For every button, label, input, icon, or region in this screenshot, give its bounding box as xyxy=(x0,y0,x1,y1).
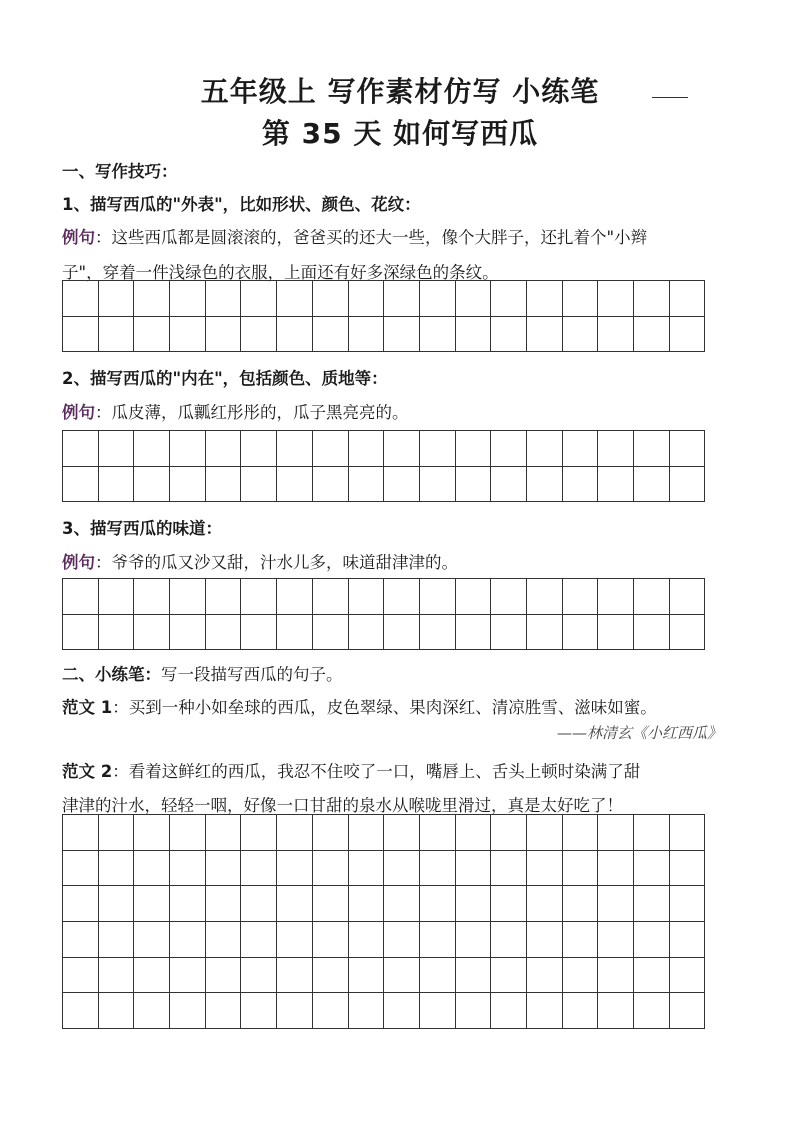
grid-cell[interactable] xyxy=(384,579,420,615)
grid-cell[interactable] xyxy=(384,431,420,467)
grid-cell[interactable] xyxy=(241,815,277,851)
grid-cell[interactable] xyxy=(384,614,420,650)
grid-cell[interactable] xyxy=(241,579,277,615)
grid-cell[interactable] xyxy=(98,466,134,502)
grid-cell[interactable] xyxy=(491,281,527,317)
grid-cell[interactable] xyxy=(205,993,241,1029)
grid-cell[interactable] xyxy=(669,614,705,650)
grid-cell[interactable] xyxy=(384,850,420,886)
grid-cell[interactable] xyxy=(63,316,99,352)
grid-cell[interactable] xyxy=(526,922,562,958)
grid-cell[interactable] xyxy=(63,281,99,317)
grid-cell[interactable] xyxy=(669,431,705,467)
grid-row xyxy=(63,466,705,502)
grid-cell[interactable] xyxy=(312,850,348,886)
grid-row xyxy=(63,993,705,1029)
grid-cell[interactable] xyxy=(419,316,455,352)
grid-cell[interactable] xyxy=(634,466,670,502)
grid-cell[interactable] xyxy=(277,281,313,317)
grid-cell[interactable] xyxy=(312,281,348,317)
grid-cell[interactable] xyxy=(348,957,384,993)
page-subtitle: 第 35 天 如何写西瓜 xyxy=(261,117,539,150)
item1-heading: 1、描写西瓜的"外表"，比如形状、颜色、花纹： xyxy=(62,195,421,214)
grid-cell[interactable] xyxy=(348,993,384,1029)
grid-cell[interactable] xyxy=(598,431,634,467)
grid-cell[interactable] xyxy=(455,850,491,886)
grid-cell[interactable] xyxy=(170,993,206,1029)
grid-cell[interactable] xyxy=(63,614,99,650)
grid-cell[interactable] xyxy=(419,466,455,502)
grid-cell[interactable] xyxy=(562,886,598,922)
grid-cell[interactable] xyxy=(312,922,348,958)
grid-cell[interactable] xyxy=(348,886,384,922)
grid-row xyxy=(63,957,705,993)
grid-cell[interactable] xyxy=(562,281,598,317)
grid-cell[interactable] xyxy=(205,281,241,317)
grid-cell[interactable] xyxy=(598,316,634,352)
grid-cell[interactable] xyxy=(491,957,527,993)
grid-cell[interactable] xyxy=(63,922,99,958)
grid-row xyxy=(63,281,705,317)
grid-cell[interactable] xyxy=(98,886,134,922)
grid-cell[interactable] xyxy=(170,466,206,502)
grid-cell[interactable] xyxy=(598,922,634,958)
grid-cell[interactable] xyxy=(634,922,670,958)
grid-cell[interactable] xyxy=(634,316,670,352)
grid-cell[interactable] xyxy=(598,281,634,317)
grid-cell[interactable] xyxy=(634,993,670,1029)
grid-cell[interactable] xyxy=(205,579,241,615)
grid-cell[interactable] xyxy=(634,850,670,886)
grid-cell[interactable] xyxy=(63,431,99,467)
grid-cell[interactable] xyxy=(277,614,313,650)
grid-cell[interactable] xyxy=(312,886,348,922)
grid-cell[interactable] xyxy=(98,922,134,958)
page-title: 五年级上 写作素材仿写 小练笔 xyxy=(200,75,600,108)
section2-heading: 二、小练笔：写一段描写西瓜的句子。 xyxy=(62,665,343,684)
grid-cell[interactable] xyxy=(134,579,170,615)
grid-cell[interactable] xyxy=(562,466,598,502)
grid-cell[interactable] xyxy=(170,579,206,615)
grid-cell[interactable] xyxy=(277,466,313,502)
grid-cell[interactable] xyxy=(384,957,420,993)
sample1-text: 范文 1：买到一种小如垒球的西瓜，皮色翠绿、果肉深红、清凉胜雪、滋味如蜜。 xyxy=(62,698,657,717)
grid-cell[interactable] xyxy=(526,316,562,352)
grid-cell[interactable] xyxy=(205,316,241,352)
grid-cell[interactable] xyxy=(170,281,206,317)
grid-cell[interactable] xyxy=(491,466,527,502)
grid-cell[interactable] xyxy=(491,579,527,615)
grid-cell[interactable] xyxy=(312,957,348,993)
grid-cell[interactable] xyxy=(634,431,670,467)
grid-cell[interactable] xyxy=(98,431,134,467)
grid-cell[interactable] xyxy=(491,815,527,851)
grid-cell[interactable] xyxy=(277,316,313,352)
grid-cell[interactable] xyxy=(526,993,562,1029)
grid-cell[interactable] xyxy=(134,922,170,958)
grid-cell[interactable] xyxy=(205,815,241,851)
grid-cell[interactable] xyxy=(205,614,241,650)
grid-cell[interactable] xyxy=(491,993,527,1029)
grid-cell[interactable] xyxy=(562,431,598,467)
grid-cell[interactable] xyxy=(134,957,170,993)
grid-cell[interactable] xyxy=(669,850,705,886)
sample1-label: 范文 1 xyxy=(62,698,113,717)
grid-cell[interactable] xyxy=(526,281,562,317)
grid-cell[interactable] xyxy=(669,466,705,502)
grid-cell[interactable] xyxy=(205,431,241,467)
grid-cell[interactable] xyxy=(634,957,670,993)
grid-cell[interactable] xyxy=(63,815,99,851)
grid-row xyxy=(63,850,705,886)
grid-cell[interactable] xyxy=(277,993,313,1029)
grid-cell[interactable] xyxy=(455,614,491,650)
grid-cell[interactable] xyxy=(134,886,170,922)
grid-cell[interactable] xyxy=(669,886,705,922)
grid-cell[interactable] xyxy=(277,579,313,615)
grid-cell[interactable] xyxy=(312,579,348,615)
grid-cell[interactable] xyxy=(63,466,99,502)
grid-cell[interactable] xyxy=(669,815,705,851)
grid-cell[interactable] xyxy=(205,850,241,886)
example-label: 例句 xyxy=(62,553,95,572)
grid-cell[interactable] xyxy=(241,281,277,317)
grid-cell[interactable] xyxy=(277,957,313,993)
grid-cell[interactable] xyxy=(455,993,491,1029)
grid-cell[interactable] xyxy=(134,281,170,317)
grid-cell[interactable] xyxy=(634,886,670,922)
grid-cell[interactable] xyxy=(348,850,384,886)
grid-cell[interactable] xyxy=(598,993,634,1029)
grid-cell[interactable] xyxy=(562,957,598,993)
grid-cell[interactable] xyxy=(634,281,670,317)
grid-cell[interactable] xyxy=(241,993,277,1029)
grid-cell[interactable] xyxy=(455,281,491,317)
example-label: 例句 xyxy=(62,228,95,247)
grid-cell[interactable] xyxy=(348,579,384,615)
grid-cell[interactable] xyxy=(419,922,455,958)
grid-cell[interactable] xyxy=(277,431,313,467)
grid-cell[interactable] xyxy=(455,957,491,993)
grid-cell[interactable] xyxy=(98,316,134,352)
grid-cell[interactable] xyxy=(669,316,705,352)
grid-cell[interactable] xyxy=(669,579,705,615)
grid-cell[interactable] xyxy=(63,993,99,1029)
grid-cell[interactable] xyxy=(491,614,527,650)
grid-cell[interactable] xyxy=(170,431,206,467)
grid-cell[interactable] xyxy=(241,316,277,352)
grid-cell[interactable] xyxy=(526,579,562,615)
grid-cell[interactable] xyxy=(598,466,634,502)
grid-cell[interactable] xyxy=(205,886,241,922)
grid-cell[interactable] xyxy=(526,957,562,993)
item2-heading: 2、描写西瓜的"内在"，包括颜色、质地等： xyxy=(62,369,388,388)
grid-cell[interactable] xyxy=(277,815,313,851)
writing-grid-2[interactable] xyxy=(62,430,705,502)
grid-cell[interactable] xyxy=(384,815,420,851)
grid-cell[interactable] xyxy=(526,815,562,851)
grid-cell[interactable] xyxy=(562,316,598,352)
grid-cell[interactable] xyxy=(598,815,634,851)
grid-cell[interactable] xyxy=(598,886,634,922)
grid-cell[interactable] xyxy=(526,431,562,467)
grid-cell[interactable] xyxy=(491,850,527,886)
grid-cell[interactable] xyxy=(98,815,134,851)
grid-cell[interactable] xyxy=(241,886,277,922)
grid-cell[interactable] xyxy=(669,957,705,993)
grid-cell[interactable] xyxy=(98,579,134,615)
grid-cell[interactable] xyxy=(455,886,491,922)
grid-cell[interactable] xyxy=(348,466,384,502)
grid-cell[interactable] xyxy=(491,316,527,352)
item3-heading: 3、描写西瓜的味道： xyxy=(62,519,222,538)
grid-cell[interactable] xyxy=(384,466,420,502)
grid-cell[interactable] xyxy=(526,466,562,502)
grid-cell[interactable] xyxy=(348,922,384,958)
grid-row xyxy=(63,316,705,352)
grid-cell[interactable] xyxy=(598,850,634,886)
grid-cell[interactable] xyxy=(455,431,491,467)
grid-cell[interactable] xyxy=(98,850,134,886)
grid-cell[interactable] xyxy=(562,815,598,851)
grid-cell[interactable] xyxy=(491,922,527,958)
grid-cell[interactable] xyxy=(669,281,705,317)
grid-cell[interactable] xyxy=(170,815,206,851)
writing-grid-4[interactable] xyxy=(62,814,705,1029)
grid-cell[interactable] xyxy=(455,579,491,615)
grid-cell[interactable] xyxy=(170,316,206,352)
grid-cell[interactable] xyxy=(312,466,348,502)
grid-cell[interactable] xyxy=(134,466,170,502)
grid-cell[interactable] xyxy=(419,281,455,317)
grid-cell[interactable] xyxy=(562,850,598,886)
grid-cell[interactable] xyxy=(170,614,206,650)
sample2-line2: 津津的汁水，轻轻一咽，好像一口甘甜的泉水从喉咙里滑过，真是太好吃了！ xyxy=(62,796,623,815)
grid-row xyxy=(63,431,705,467)
grid-cell[interactable] xyxy=(562,993,598,1029)
grid-cell[interactable] xyxy=(98,957,134,993)
section1-heading: 一、写作技巧： xyxy=(62,162,178,181)
grid-cell[interactable] xyxy=(241,850,277,886)
grid-cell[interactable] xyxy=(634,614,670,650)
grid-cell[interactable] xyxy=(669,993,705,1029)
grid-cell[interactable] xyxy=(134,316,170,352)
grid-cell[interactable] xyxy=(562,922,598,958)
writing-grid-1[interactable] xyxy=(62,280,705,352)
grid-cell[interactable] xyxy=(277,886,313,922)
grid-cell[interactable] xyxy=(312,815,348,851)
grid-cell[interactable] xyxy=(134,815,170,851)
grid-cell[interactable] xyxy=(312,614,348,650)
grid-row xyxy=(63,815,705,851)
grid-cell[interactable] xyxy=(384,316,420,352)
grid-cell[interactable] xyxy=(170,957,206,993)
decorative-rule xyxy=(652,97,688,98)
grid-cell[interactable] xyxy=(348,281,384,317)
grid-cell[interactable] xyxy=(277,850,313,886)
grid-cell[interactable] xyxy=(348,815,384,851)
grid-cell[interactable] xyxy=(455,466,491,502)
grid-row xyxy=(63,614,705,650)
grid-cell[interactable] xyxy=(63,579,99,615)
grid-cell[interactable] xyxy=(348,614,384,650)
grid-cell[interactable] xyxy=(241,957,277,993)
grid-cell[interactable] xyxy=(63,957,99,993)
grid-cell[interactable] xyxy=(455,922,491,958)
grid-cell[interactable] xyxy=(562,614,598,650)
grid-cell[interactable] xyxy=(205,466,241,502)
grid-cell[interactable] xyxy=(384,886,420,922)
example-label: 例句 xyxy=(62,403,95,422)
grid-cell[interactable] xyxy=(455,316,491,352)
grid-cell[interactable] xyxy=(241,431,277,467)
grid-cell[interactable] xyxy=(98,281,134,317)
grid-cell[interactable] xyxy=(491,431,527,467)
grid-cell[interactable] xyxy=(526,850,562,886)
grid-cell[interactable] xyxy=(598,614,634,650)
grid-row xyxy=(63,886,705,922)
grid-cell[interactable] xyxy=(277,922,313,958)
grid-cell[interactable] xyxy=(241,922,277,958)
grid-cell[interactable] xyxy=(241,614,277,650)
grid-cell[interactable] xyxy=(634,579,670,615)
grid-cell[interactable] xyxy=(134,993,170,1029)
grid-cell[interactable] xyxy=(419,850,455,886)
grid-cell[interactable] xyxy=(205,957,241,993)
sample2-line1: 范文 2：看着这鲜红的西瓜，我忍不住咬了一口，嘴唇上、舌头上顿时染满了甜 xyxy=(62,762,641,781)
grid-cell[interactable] xyxy=(419,431,455,467)
grid-cell[interactable] xyxy=(312,316,348,352)
grid-cell[interactable] xyxy=(384,993,420,1029)
item1-example-line2: 子"，穿着一件浅绿色的衣服，上面还有好多深绿色的条纹。 xyxy=(62,263,499,282)
grid-cell[interactable] xyxy=(598,579,634,615)
grid-cell[interactable] xyxy=(98,614,134,650)
grid-cell[interactable] xyxy=(170,850,206,886)
grid-cell[interactable] xyxy=(419,957,455,993)
grid-cell[interactable] xyxy=(419,614,455,650)
grid-cell[interactable] xyxy=(241,466,277,502)
grid-cell[interactable] xyxy=(419,993,455,1029)
grid-cell[interactable] xyxy=(526,614,562,650)
grid-cell[interactable] xyxy=(98,993,134,1029)
grid-row xyxy=(63,579,705,615)
grid-cell[interactable] xyxy=(63,886,99,922)
writing-grid-3[interactable] xyxy=(62,578,705,650)
grid-cell[interactable] xyxy=(384,281,420,317)
item1-example-line1: 例句：这些西瓜都是圆滚滚的，爸爸买的还大一些，像个大胖子，还扎着个"小辫 xyxy=(62,228,648,247)
grid-cell[interactable] xyxy=(63,850,99,886)
grid-cell[interactable] xyxy=(491,886,527,922)
grid-cell[interactable] xyxy=(134,614,170,650)
grid-cell[interactable] xyxy=(419,886,455,922)
grid-cell[interactable] xyxy=(634,815,670,851)
grid-cell[interactable] xyxy=(348,316,384,352)
grid-cell[interactable] xyxy=(455,815,491,851)
grid-cell[interactable] xyxy=(205,922,241,958)
grid-cell[interactable] xyxy=(562,579,598,615)
grid-cell[interactable] xyxy=(312,993,348,1029)
grid-cell[interactable] xyxy=(134,431,170,467)
grid-cell[interactable] xyxy=(170,922,206,958)
grid-cell[interactable] xyxy=(170,886,206,922)
grid-row xyxy=(63,922,705,958)
grid-cell[interactable] xyxy=(348,431,384,467)
item3-example-line1: 例句：爷爷的瓜又沙又甜，汁水儿多，味道甜津津的。 xyxy=(62,553,458,572)
sample1-author: ——林清玄《小红西瓜》 xyxy=(556,724,722,742)
grid-cell[interactable] xyxy=(419,579,455,615)
grid-cell[interactable] xyxy=(312,431,348,467)
grid-cell[interactable] xyxy=(526,886,562,922)
grid-cell[interactable] xyxy=(598,957,634,993)
item2-example-line1: 例句：瓜皮薄，瓜瓤红彤彤的，瓜子黑亮亮的。 xyxy=(62,403,409,422)
grid-cell[interactable] xyxy=(669,922,705,958)
grid-cell[interactable] xyxy=(384,922,420,958)
grid-cell[interactable] xyxy=(134,850,170,886)
grid-cell[interactable] xyxy=(419,815,455,851)
sample2-label: 范文 2 xyxy=(62,762,113,781)
